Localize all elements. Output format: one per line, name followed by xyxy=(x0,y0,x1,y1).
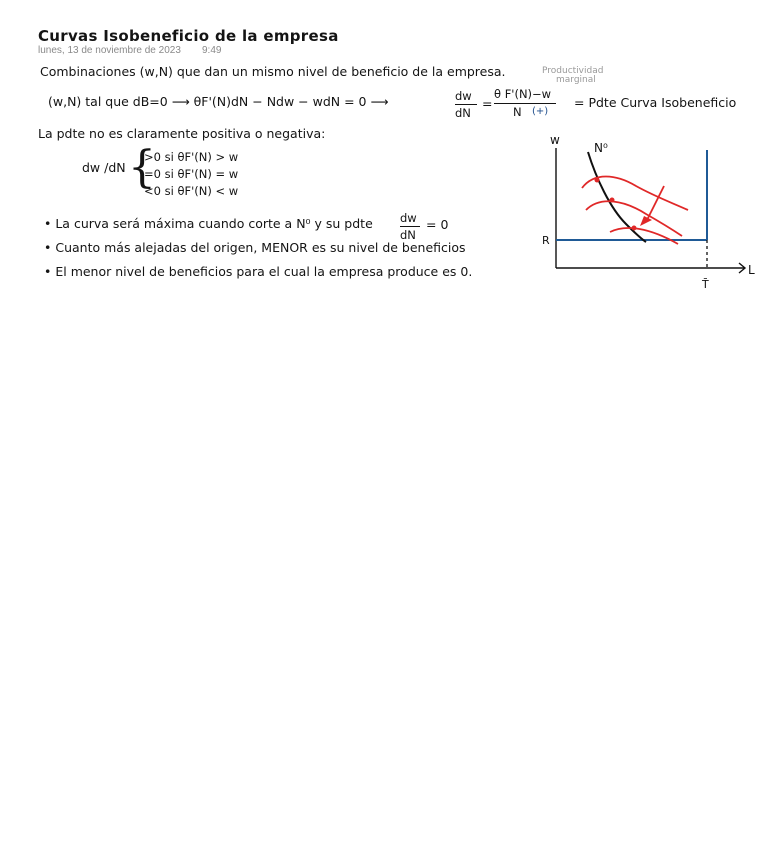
slope-denominator: N xyxy=(513,105,522,119)
brace-symbol: { xyxy=(128,142,156,193)
direction-arrowhead xyxy=(640,216,652,226)
fraction-dw: dw xyxy=(455,89,472,103)
tbar-label: T̄ xyxy=(702,278,709,291)
fraction-bar xyxy=(494,103,556,104)
direction-arrow xyxy=(646,186,664,222)
note-line-slope: La pdte no es claramente positiva o negativa: xyxy=(38,126,326,141)
positive-sign-note: (+) xyxy=(532,106,549,117)
equation-derivation: (w,N) tal que dB=0 ⟶ θF'(N)dN − Ndw − wdN = 0 ⟶ xyxy=(48,94,389,109)
bullet-distance: • Cuanto más alejadas del origen, MENOR es su nivel de beneficios xyxy=(44,240,466,255)
fraction-dw: dw xyxy=(400,211,417,225)
x-axis-label: L xyxy=(748,263,755,277)
case-positive: >0 si θF'(N) > w xyxy=(144,150,239,164)
page-time: 9:49 xyxy=(202,45,222,56)
tangency-point xyxy=(595,178,600,183)
isoprofit-graph xyxy=(530,128,756,292)
note-line-definition: Combinaciones (w,N) que dan un mismo nivel de beneficio de la empresa. xyxy=(40,64,506,79)
margin-note-productividad: Productividad xyxy=(542,66,604,76)
page-date: lunes, 13 de noviembre de 2023 xyxy=(38,45,181,56)
tangency-point xyxy=(610,198,615,203)
margin-note-marginal: marginal xyxy=(556,75,596,85)
tangency-point xyxy=(632,226,637,231)
y-axis-label: w xyxy=(550,133,560,147)
fraction-dn: dN xyxy=(455,106,471,120)
page-title: Curvas Isobeneficio de la empresa xyxy=(38,27,339,45)
fraction-bar xyxy=(400,226,420,227)
n0-label: N⁰ xyxy=(594,141,608,155)
slope-expression: dw /dN xyxy=(82,160,126,175)
bullet-minimum: • El menor nivel de beneficios para el cual la empresa produce es 0. xyxy=(44,264,473,279)
r-label: R xyxy=(542,234,550,247)
bullet-maximum: • La curva será máxima cuando corte a N⁰ y su pdte xyxy=(44,216,373,231)
case-zero: =0 si θF'(N) = w xyxy=(144,167,239,181)
equals-sign: = xyxy=(482,96,493,111)
slope-label: = Pdte Curva Isobeneficio xyxy=(574,95,737,110)
fraction-bar xyxy=(455,104,477,105)
slope-numerator: θ F'(N)−w xyxy=(494,87,552,101)
equals-zero: = 0 xyxy=(426,217,449,232)
case-negative: <0 si θF'(N) < w xyxy=(144,184,239,198)
fraction-dn: dN xyxy=(400,228,416,242)
